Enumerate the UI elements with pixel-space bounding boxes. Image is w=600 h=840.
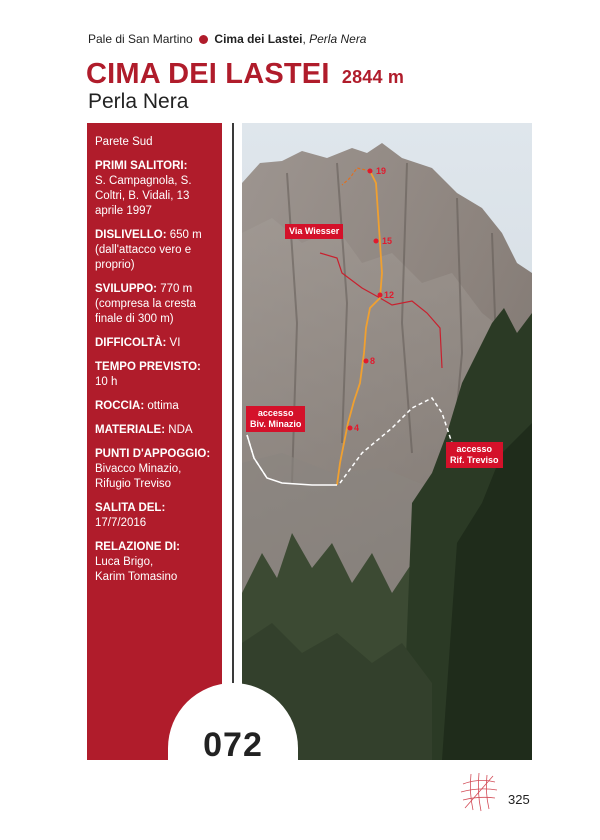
time-label: TEMPO PREVISTO: (95, 361, 201, 373)
time-value: 10 h (95, 376, 118, 388)
pitch-15-point (374, 239, 379, 244)
info-face: Parete Sud (95, 136, 153, 148)
route-number: 072 (203, 726, 263, 764)
pitch-4-point (348, 426, 353, 431)
huts-value: Bivacco Minazio, Rifugio Treviso (95, 463, 182, 490)
difficulty-label: DIFFICOLTÀ: (95, 337, 167, 349)
length-value: 770 m (compresa la cresta finale di 300 m) (95, 283, 196, 325)
access-minazio-label-1: accesso (257, 408, 294, 418)
climbed-value: 17/7/2016 (95, 517, 147, 529)
info-huts (95, 447, 214, 492)
pitch-12-point (378, 293, 383, 298)
access-minazio-label-2: Biv. Minazio (250, 419, 302, 429)
huts-label: PUNTI D'APPOGGIO: (95, 448, 211, 460)
peak-name: CIMA DEI LASTEI (86, 58, 330, 90)
info-panel (87, 123, 222, 760)
pitch-19-point (368, 169, 373, 174)
gear-value: NDA (168, 424, 193, 436)
page-title (86, 58, 404, 91)
difficulty-value: VI (169, 337, 181, 349)
report-value-2: Karim Tomasino (95, 571, 178, 583)
breadcrumb-peak: Cima dei Lastei (214, 32, 303, 46)
access-treviso-label-2: Rif. Treviso (450, 455, 499, 465)
rock-value: ottima (147, 400, 179, 412)
breadcrumb: Pale di San Martino Cima dei Lastei, Perla Nera (88, 32, 367, 46)
info-length (95, 282, 214, 327)
divider-line (232, 123, 234, 760)
pitch-4-label: 4 (354, 423, 360, 433)
pitch-8-point (364, 359, 369, 364)
pitch-12-label: 12 (384, 290, 395, 300)
first-ascent-label: PRIMI SALITORI: (95, 160, 188, 172)
breadcrumb-route: Perla Nera (309, 32, 367, 46)
pitch-19-label: 19 (376, 166, 387, 176)
info-difficulty (95, 336, 214, 351)
info-height (95, 228, 214, 273)
compass-grid-logo (457, 770, 501, 814)
height-value: 650 m (dall'attacco vero e proprio) (95, 229, 202, 271)
info-report (95, 540, 214, 585)
pitch-8-label: 8 (370, 356, 376, 366)
info-rock (95, 399, 214, 414)
breadcrumb-region: Pale di San Martino (88, 32, 193, 46)
rock-label: ROCCIA: (95, 400, 145, 412)
peak-altitude: 2844 m (341, 67, 405, 87)
access-minazio-label (246, 406, 305, 432)
access-treviso-label (446, 442, 503, 468)
via-wiesser-label: Via Wiesser (285, 224, 343, 239)
info-first-ascent (95, 159, 214, 219)
climbed-label: SALITA DEL: (95, 502, 166, 514)
page-number: 325 (508, 792, 530, 807)
pitch-15-label: 15 (382, 236, 393, 246)
route-name: Perla Nera (88, 90, 189, 113)
length-label: SVILUPPO: (95, 283, 157, 295)
access-treviso-label-1: accesso (456, 444, 493, 454)
bullet-dot-icon (199, 35, 208, 44)
report-value-1: Luca Brigo, (95, 556, 154, 568)
first-ascent-value: S. Campagnola, S. Coltri, B. Vidali, 13 aprile 1997 (95, 175, 192, 217)
info-climbed (95, 501, 214, 531)
height-label: DISLIVELLO: (95, 229, 167, 241)
gear-label: MATERIALE: (95, 424, 166, 436)
report-label: RELAZIONE DI: (95, 541, 180, 553)
info-time (95, 360, 214, 390)
info-gear (95, 423, 214, 438)
